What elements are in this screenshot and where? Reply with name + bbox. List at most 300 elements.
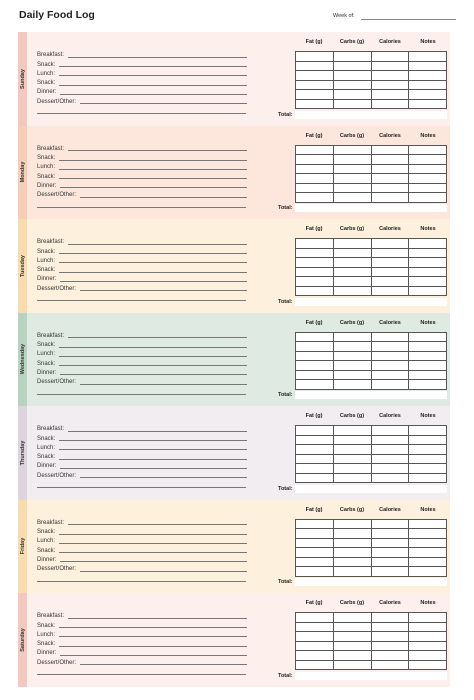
table-cell[interactable] — [296, 52, 334, 62]
total-field[interactable] — [295, 204, 447, 212]
table-row — [296, 567, 447, 577]
table-cell[interactable] — [333, 426, 371, 436]
table-cell[interactable] — [409, 435, 447, 445]
meal-row — [37, 274, 247, 283]
table-cell[interactable] — [296, 613, 334, 623]
table-cell[interactable] — [296, 145, 334, 155]
meal-row — [37, 246, 247, 255]
grid-header — [295, 600, 447, 612]
table-cell[interactable] — [333, 632, 371, 642]
table-cell[interactable] — [296, 80, 334, 90]
table-cell[interactable] — [371, 370, 409, 380]
meal-entry-line[interactable] — [59, 169, 247, 170]
table-cell[interactable] — [333, 548, 371, 558]
table-cell[interactable] — [371, 248, 409, 258]
table-cell[interactable] — [409, 52, 447, 62]
meal-entry-line[interactable] — [59, 534, 247, 535]
nutrition-grid — [278, 600, 447, 680]
meal-row — [37, 470, 247, 479]
meal-entry-line[interactable] — [80, 384, 247, 385]
table-cell[interactable] — [409, 529, 447, 539]
table-cell[interactable] — [296, 632, 334, 642]
table-cell[interactable] — [296, 267, 334, 277]
day-name: Tuesday — [19, 254, 26, 277]
table-cell[interactable] — [371, 193, 409, 203]
meal-entry-line[interactable] — [59, 253, 247, 254]
table-cell[interactable] — [371, 342, 409, 352]
meal-entry-line[interactable] — [59, 449, 247, 450]
column-header: Carbs (g) — [339, 39, 365, 45]
table-cell[interactable] — [409, 145, 447, 155]
table-cell[interactable] — [371, 651, 409, 661]
grid-header — [295, 413, 447, 425]
table-cell[interactable] — [333, 519, 371, 529]
table-cell[interactable] — [333, 52, 371, 62]
total-field[interactable] — [295, 485, 447, 493]
page-title: Daily Food Log — [19, 9, 95, 21]
meal-row — [37, 536, 247, 545]
meal-entry-line[interactable] — [60, 561, 247, 562]
meal-entry-line[interactable] — [68, 57, 247, 58]
total-field[interactable] — [295, 578, 447, 586]
table-row — [296, 660, 447, 670]
meal-label: Dessert/Other: — [37, 192, 77, 199]
table-cell[interactable] — [333, 193, 371, 203]
meal-entry-line[interactable] — [60, 374, 247, 375]
table-cell[interactable] — [333, 90, 371, 100]
column-header: Calories — [379, 39, 401, 45]
meal-label: Breakfast: — [37, 52, 65, 59]
meal-entry-line[interactable] — [59, 160, 247, 161]
day-tab — [18, 313, 27, 407]
table-cell[interactable] — [296, 239, 334, 249]
meal-entry-line[interactable] — [59, 272, 247, 273]
meal-entry-line[interactable] — [68, 618, 247, 619]
table-cell[interactable] — [371, 641, 409, 651]
table-cell[interactable] — [296, 641, 334, 651]
meal-entry-line[interactable] — [80, 103, 247, 104]
meal-label: Dinner: — [37, 369, 57, 376]
table-cell[interactable] — [333, 277, 371, 287]
table-cell[interactable] — [409, 193, 447, 203]
table-cell[interactable] — [371, 567, 409, 577]
meal-entry-line[interactable] — [60, 94, 247, 95]
meal-entry-line[interactable] — [68, 337, 247, 338]
table-cell[interactable] — [409, 473, 447, 483]
meal-row — [37, 648, 247, 657]
table-cell[interactable] — [333, 435, 371, 445]
table-cell[interactable] — [296, 622, 334, 632]
table-cell[interactable] — [371, 164, 409, 174]
table-cell[interactable] — [371, 71, 409, 81]
table-row — [296, 61, 447, 71]
meal-entry-line[interactable] — [80, 477, 247, 478]
table-cell[interactable] — [296, 99, 334, 109]
table-cell[interactable] — [409, 567, 447, 577]
table-cell[interactable] — [333, 248, 371, 258]
table-cell[interactable] — [296, 426, 334, 436]
table-cell[interactable] — [409, 445, 447, 455]
extra-notes-line[interactable] — [37, 581, 246, 582]
table-cell[interactable] — [296, 71, 334, 81]
table-cell[interactable] — [371, 538, 409, 548]
table-cell[interactable] — [371, 239, 409, 249]
table-cell[interactable] — [296, 332, 334, 342]
table-cell[interactable] — [371, 519, 409, 529]
table-cell[interactable] — [333, 464, 371, 474]
table-cell[interactable] — [296, 164, 334, 174]
meal-row — [37, 527, 247, 536]
table-cell[interactable] — [371, 258, 409, 268]
total-row — [278, 484, 447, 493]
meal-entry-line[interactable] — [59, 356, 247, 357]
table-cell[interactable] — [409, 651, 447, 661]
table-cell[interactable] — [409, 519, 447, 529]
table-cell[interactable] — [333, 567, 371, 577]
table-row — [296, 183, 447, 193]
table-cell[interactable] — [333, 286, 371, 296]
table-cell[interactable] — [371, 174, 409, 184]
table-cell[interactable] — [333, 351, 371, 361]
table-cell[interactable] — [371, 155, 409, 165]
table-cell[interactable] — [333, 174, 371, 184]
meal-entry-line[interactable] — [60, 655, 247, 656]
table-cell[interactable] — [333, 613, 371, 623]
column-header: Fat (g) — [305, 226, 323, 232]
table-cell[interactable] — [371, 380, 409, 390]
day-name: Saturday — [19, 627, 26, 652]
table-cell[interactable] — [409, 155, 447, 165]
meal-row — [37, 639, 247, 648]
table-cell[interactable] — [371, 473, 409, 483]
column-header: Fat (g) — [305, 506, 323, 513]
table-row — [296, 277, 447, 287]
table-cell[interactable] — [371, 361, 409, 371]
table-cell[interactable] — [371, 660, 409, 670]
table-cell[interactable] — [371, 548, 409, 558]
total-field[interactable] — [295, 298, 447, 306]
meal-entry-line[interactable] — [59, 440, 247, 441]
table-cell[interactable] — [296, 651, 334, 661]
table-cell[interactable] — [409, 351, 447, 361]
table-cell[interactable] — [409, 99, 447, 109]
table-cell[interactable] — [409, 548, 447, 558]
meal-entry-line[interactable] — [60, 187, 247, 188]
table-cell[interactable] — [296, 361, 334, 371]
table-cell[interactable] — [409, 380, 447, 390]
table-cell[interactable] — [371, 267, 409, 277]
total-field[interactable] — [295, 391, 447, 399]
table-cell[interactable] — [333, 380, 371, 390]
table-cell[interactable] — [296, 445, 334, 455]
table-cell[interactable] — [409, 660, 447, 670]
extra-notes-line[interactable] — [37, 674, 246, 675]
table-cell[interactable] — [371, 464, 409, 474]
table-row — [296, 155, 447, 165]
meal-label: Snack: — [37, 267, 56, 274]
table-cell[interactable] — [409, 538, 447, 548]
table-cell[interactable] — [296, 61, 334, 71]
table-cell[interactable] — [333, 660, 371, 670]
day-tab — [18, 500, 27, 594]
table-cell[interactable] — [409, 267, 447, 277]
table-row — [296, 435, 447, 445]
table-row — [296, 538, 447, 548]
nutrition-table — [295, 612, 447, 670]
table-cell[interactable] — [409, 464, 447, 474]
table-cell[interactable] — [333, 641, 371, 651]
table-cell[interactable] — [409, 71, 447, 81]
table-cell[interactable] — [296, 557, 334, 567]
column-header: Calories — [379, 226, 401, 232]
table-cell[interactable] — [371, 613, 409, 623]
table-row — [296, 332, 447, 342]
day-name: Sunday — [19, 68, 26, 89]
meal-entry-line[interactable] — [59, 85, 247, 86]
column-header: Notes — [420, 600, 436, 606]
table-cell[interactable] — [296, 193, 334, 203]
meal-label: Lunch: — [37, 631, 56, 638]
table-cell[interactable] — [333, 622, 371, 632]
table-row — [296, 248, 447, 258]
table-cell[interactable] — [333, 445, 371, 455]
nutrition-table — [295, 332, 447, 390]
page-header — [0, 0, 474, 28]
table-cell[interactable] — [296, 660, 334, 670]
meal-entry-line[interactable] — [68, 244, 247, 245]
meal-label: Breakfast: — [37, 145, 65, 152]
table-cell[interactable] — [371, 52, 409, 62]
table-cell[interactable] — [409, 248, 447, 258]
table-cell[interactable] — [409, 239, 447, 249]
table-cell[interactable] — [409, 277, 447, 287]
meal-label: Snack: — [37, 80, 56, 87]
table-cell[interactable] — [296, 380, 334, 390]
table-cell[interactable] — [333, 557, 371, 567]
meal-entry-line[interactable] — [59, 627, 247, 628]
meal-entry-line[interactable] — [68, 150, 247, 151]
meal-list — [37, 518, 247, 574]
table-cell[interactable] — [333, 342, 371, 352]
extra-notes-line[interactable] — [37, 113, 246, 114]
table-row — [296, 267, 447, 277]
table-cell[interactable] — [371, 90, 409, 100]
table-cell[interactable] — [296, 90, 334, 100]
meal-label: Breakfast: — [37, 239, 65, 246]
table-cell[interactable] — [371, 445, 409, 455]
table-cell[interactable] — [333, 473, 371, 483]
day-panel — [27, 593, 450, 687]
table-cell[interactable] — [371, 622, 409, 632]
table-cell[interactable] — [333, 267, 371, 277]
extra-notes-line[interactable] — [37, 207, 246, 208]
meal-entry-line[interactable] — [80, 290, 247, 291]
table-cell[interactable] — [371, 426, 409, 436]
meal-list — [37, 237, 247, 293]
meal-entry-line[interactable] — [59, 636, 247, 637]
table-cell[interactable] — [371, 435, 409, 445]
table-cell[interactable] — [333, 332, 371, 342]
table-cell[interactable] — [409, 61, 447, 71]
table-cell[interactable] — [333, 164, 371, 174]
table-row — [296, 71, 447, 81]
meal-entry-line[interactable] — [59, 66, 247, 67]
day-section-tuesday — [18, 219, 450, 313]
table-cell[interactable] — [409, 454, 447, 464]
table-cell[interactable] — [333, 361, 371, 371]
table-cell[interactable] — [333, 183, 371, 193]
meal-entry-line[interactable] — [60, 468, 247, 469]
extra-notes-line[interactable] — [37, 394, 246, 395]
total-row — [278, 391, 447, 400]
extra-notes-line[interactable] — [37, 487, 246, 488]
meal-list — [37, 331, 247, 387]
meal-entry-line[interactable] — [80, 664, 247, 665]
meal-entry-line[interactable] — [59, 552, 247, 553]
table-cell[interactable] — [409, 370, 447, 380]
table-cell[interactable] — [296, 342, 334, 352]
table-cell[interactable] — [409, 183, 447, 193]
table-cell[interactable] — [371, 529, 409, 539]
table-cell[interactable] — [296, 286, 334, 296]
table-cell[interactable] — [296, 519, 334, 529]
table-cell[interactable] — [409, 342, 447, 352]
table-cell[interactable] — [296, 258, 334, 268]
table-cell[interactable] — [333, 145, 371, 155]
table-cell[interactable] — [296, 567, 334, 577]
table-cell[interactable] — [296, 538, 334, 548]
column-header: Carbs (g) — [339, 600, 365, 606]
table-row — [296, 145, 447, 155]
table-cell[interactable] — [409, 557, 447, 567]
table-cell[interactable] — [409, 80, 447, 90]
table-cell[interactable] — [409, 164, 447, 174]
table-cell[interactable] — [333, 538, 371, 548]
total-label: Total: — [278, 298, 293, 305]
table-cell[interactable] — [409, 632, 447, 642]
table-cell[interactable] — [333, 529, 371, 539]
table-cell[interactable] — [409, 174, 447, 184]
meal-entry-line[interactable] — [80, 197, 247, 198]
meal-row — [37, 611, 247, 620]
table-cell[interactable] — [409, 361, 447, 371]
meal-entry-line[interactable] — [59, 459, 247, 460]
table-cell[interactable] — [333, 71, 371, 81]
meal-entry-line[interactable] — [59, 75, 247, 76]
meal-entry-line[interactable] — [59, 543, 247, 544]
meal-entry-line[interactable] — [59, 646, 247, 647]
table-cell[interactable] — [409, 622, 447, 632]
day-tab — [18, 406, 27, 500]
table-cell[interactable] — [371, 183, 409, 193]
meal-entry-line[interactable] — [68, 431, 247, 432]
meal-label: Dessert/Other: — [37, 472, 77, 479]
table-cell[interactable] — [371, 286, 409, 296]
nutrition-grid — [278, 413, 447, 493]
column-header: Carbs (g) — [339, 226, 365, 232]
meal-entry-line[interactable] — [68, 524, 247, 525]
table-cell[interactable] — [409, 286, 447, 296]
table-cell[interactable] — [296, 155, 334, 165]
table-cell[interactable] — [333, 454, 371, 464]
table-cell[interactable] — [371, 454, 409, 464]
meal-row — [37, 87, 247, 96]
table-cell[interactable] — [409, 90, 447, 100]
table-row — [296, 426, 447, 436]
table-cell[interactable] — [371, 557, 409, 567]
table-cell[interactable] — [296, 277, 334, 287]
table-cell[interactable] — [296, 435, 334, 445]
table-cell[interactable] — [296, 473, 334, 483]
table-cell[interactable] — [296, 370, 334, 380]
meal-entry-line[interactable] — [59, 347, 247, 348]
table-row — [296, 193, 447, 203]
table-cell[interactable] — [296, 183, 334, 193]
table-cell[interactable] — [371, 145, 409, 155]
meal-entry-line[interactable] — [80, 571, 247, 572]
nutrition-table — [295, 145, 447, 203]
table-cell[interactable] — [333, 61, 371, 71]
meal-label: Snack: — [37, 155, 56, 162]
table-cell[interactable] — [371, 632, 409, 642]
meal-entry-line[interactable] — [59, 262, 247, 263]
table-cell[interactable] — [296, 529, 334, 539]
meal-label: Lunch: — [37, 444, 56, 451]
column-header: Notes — [420, 506, 436, 513]
table-cell[interactable] — [409, 641, 447, 651]
meal-label: Dinner: — [37, 556, 57, 563]
table-cell[interactable] — [409, 332, 447, 342]
table-cell[interactable] — [333, 239, 371, 249]
table-cell[interactable] — [371, 332, 409, 342]
table-cell[interactable] — [296, 248, 334, 258]
meal-entry-line[interactable] — [59, 365, 247, 366]
meal-row — [37, 545, 247, 554]
table-cell[interactable] — [296, 351, 334, 361]
table-cell[interactable] — [409, 613, 447, 623]
table-cell[interactable] — [333, 80, 371, 90]
nutrition-grid — [278, 506, 447, 587]
total-field[interactable] — [295, 672, 447, 680]
column-header: Carbs (g) — [339, 506, 365, 513]
table-cell[interactable] — [333, 370, 371, 380]
table-cell[interactable] — [409, 258, 447, 268]
table-cell[interactable] — [371, 80, 409, 90]
column-header: Carbs (g) — [339, 319, 365, 326]
table-cell[interactable] — [296, 174, 334, 184]
table-cell[interactable] — [371, 277, 409, 287]
table-cell[interactable] — [296, 548, 334, 558]
day-tab — [18, 32, 27, 126]
table-cell[interactable] — [371, 61, 409, 71]
table-cell[interactable] — [296, 454, 334, 464]
table-cell[interactable] — [333, 258, 371, 268]
meal-row — [37, 657, 247, 666]
table-cell[interactable] — [333, 155, 371, 165]
total-field[interactable] — [295, 111, 447, 119]
meal-entry-line[interactable] — [59, 178, 247, 179]
extra-notes-line[interactable] — [37, 300, 246, 301]
table-cell[interactable] — [409, 426, 447, 436]
table-cell[interactable] — [371, 351, 409, 361]
table-cell[interactable] — [333, 99, 371, 109]
table-cell[interactable] — [371, 99, 409, 109]
column-header: Notes — [420, 319, 436, 326]
table-cell[interactable] — [333, 651, 371, 661]
meal-entry-line[interactable] — [60, 281, 247, 282]
week-of-field[interactable] — [361, 19, 456, 20]
table-cell[interactable] — [296, 464, 334, 474]
